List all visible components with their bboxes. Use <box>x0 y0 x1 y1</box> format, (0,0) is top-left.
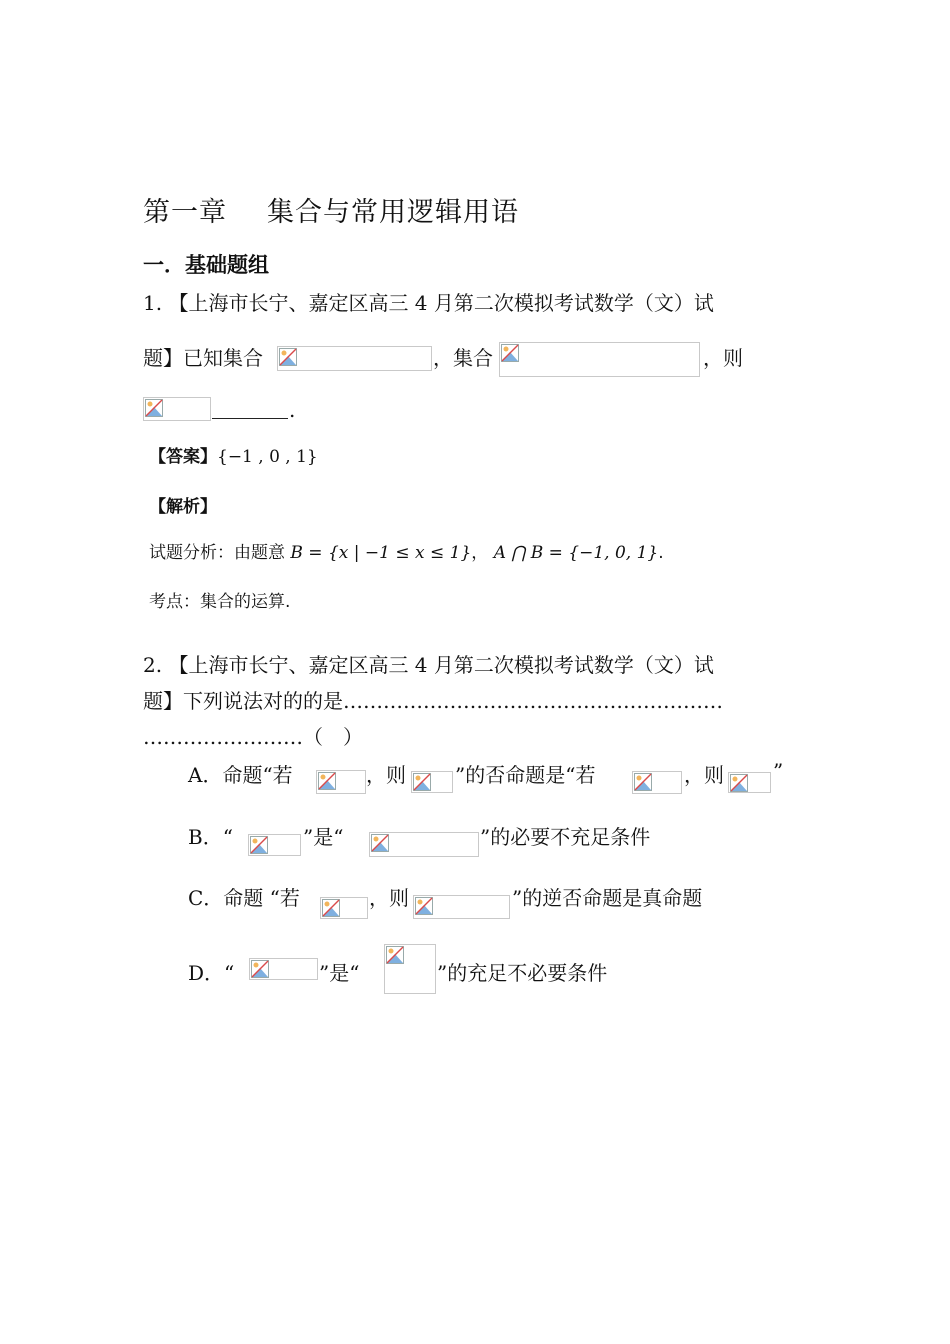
formula-image-3 <box>143 397 211 421</box>
option-c-text-c: ”的逆否命题是真命题 <box>512 886 703 910</box>
q1-text-b: ，集合 <box>433 346 493 370</box>
option-d-text-b: ”是“ <box>319 961 360 985</box>
option-a-text-a: A．命题“若 <box>188 763 293 787</box>
chapter-heading <box>143 190 519 229</box>
option-b-image-2 <box>369 832 479 857</box>
analysis-math-1: B = {x | −1 ≤ x ≤ 1} <box>290 543 472 563</box>
kaodian-line: 考点：集合的运算. <box>149 592 291 612</box>
broken-image-icon <box>415 897 433 915</box>
chapter-number: 第一章 <box>143 197 227 228</box>
answer-label: 【答案】 <box>149 447 217 467</box>
option-c-image-1 <box>320 897 368 919</box>
broken-image-icon <box>318 772 336 790</box>
analysis-text <box>149 538 664 563</box>
q1-line1: 1. 【上海市长宁、嘉定区高三 4 月第二次模拟考试数学（文）试 <box>143 291 714 315</box>
broken-image-icon <box>501 344 519 362</box>
option-b-image-1 <box>248 834 301 856</box>
option-a-image-4 <box>728 772 771 793</box>
answer-line <box>149 442 318 467</box>
broken-image-icon <box>250 836 268 854</box>
formula-image-1 <box>277 346 432 371</box>
chapter-title: 集合与常用逻辑用语 <box>267 197 519 228</box>
option-a-image-1 <box>316 770 366 794</box>
option-d-text-a: D．“ <box>188 961 235 985</box>
option-a-image-2 <box>411 771 453 793</box>
broken-image-icon <box>413 773 431 791</box>
q2-line3: ……………………（ ） <box>143 725 363 749</box>
q1-end: . <box>289 398 296 422</box>
formula-image-2 <box>499 342 700 377</box>
broken-image-icon <box>251 960 269 978</box>
option-a-text-e: ” <box>773 759 784 783</box>
option-c-text-a: C．命题 “若 <box>188 886 300 910</box>
option-a-image-3 <box>632 771 682 794</box>
analysis-end: . <box>658 543 664 563</box>
analysis-text-a: 试题分析：由题意 <box>149 543 285 563</box>
q2-line2: 题】下列说法对的的是………………………………………………… <box>143 689 723 713</box>
option-d-image-1 <box>249 958 318 980</box>
option-b-text-c: ”的必要不充足条件 <box>480 825 651 849</box>
option-b-text-a: B．“ <box>188 825 233 849</box>
broken-image-icon <box>730 774 748 792</box>
option-a-text-b: ，则 <box>366 763 406 787</box>
answer-value: {−1 , 0 , 1} <box>217 447 318 467</box>
option-d-image-2 <box>384 944 436 994</box>
broken-image-icon <box>634 773 652 791</box>
analysis-math-2: A ⋂ B = {−1, 0, 1} <box>493 543 659 563</box>
option-c-text-b: ，则 <box>369 886 409 910</box>
option-a-text-d: ，则 <box>684 763 724 787</box>
analysis-label: 【解析】 <box>149 497 217 517</box>
analysis-sep: ， <box>471 543 489 563</box>
q1-text-c: ，则 <box>703 346 743 370</box>
broken-image-icon <box>279 348 297 366</box>
option-d-text-c: ”的充足不必要条件 <box>437 961 608 985</box>
broken-image-icon <box>145 399 163 417</box>
option-b-text-b: ”是“ <box>303 825 344 849</box>
broken-image-icon <box>386 946 404 964</box>
answer-blank <box>212 418 288 419</box>
broken-image-icon <box>371 834 389 852</box>
broken-image-icon <box>322 899 340 917</box>
section-heading: 一．基础题组 <box>143 253 269 277</box>
q2-line1: 2. 【上海市长宁、嘉定区高三 4 月第二次模拟考试数学（文）试 <box>143 653 714 677</box>
q1-text-a: 题】已知集合 <box>143 346 263 370</box>
option-c-image-2 <box>413 895 510 919</box>
option-a-text-c: ”的否命题是“若 <box>455 763 596 787</box>
